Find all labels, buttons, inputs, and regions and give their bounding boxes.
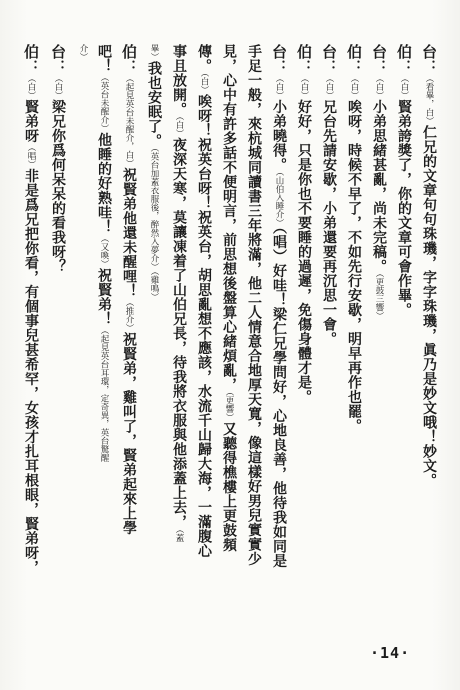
page-number: ·14· [370,644,411,662]
text-column-13: 伯：（起見英台未醒介，白）祝賢弟他還未醒哩！（推介）祝賢弟，雞叫了，賢弟起來上學 [120,44,138,535]
dialogue-text: 我也安眠了。 [146,61,162,148]
stage-direction: （山伯入睡介） [274,172,284,228]
stage-direction: （白） [374,74,384,100]
stage-direction: （起見英台未醒介，白） [124,74,134,168]
dialogue-text: 祝賢弟他還未醒哩！ [121,167,137,298]
stage-direction: （英台加蓋衣服後，醉然入夢介） [149,148,159,272]
stage-direction: 介） [78,44,88,61]
stage-direction: （白） [299,74,309,100]
dialogue-text: 好好，只是你也不要睡的過遲，免傷身體才是。 [296,99,312,404]
speaker-name: 伯 [22,44,40,60]
stage-direction: （推介） [124,298,134,332]
stage-direction: （又喚） [99,234,109,268]
dialogue-text: 事且放開。 [171,44,187,117]
dialogue-text: 小弟思緒甚亂，尚未完稿。 [371,99,387,274]
text-column-14 [93,44,114,659]
dialogue-text: 夜深天寒，莫讓凍着了山伯兄長，待我將衣服與他添蓋上去， [171,137,187,530]
speaker-name: 伯 [345,44,363,60]
stage-direction: （蓋 [174,529,184,542]
dialogue-text: （唱）好哇！梁仁兄學問好，心地良善，他待我如同是 [271,227,287,569]
dialogue-text: 祝賢弟！ [96,268,112,326]
text-column-9 [218,44,239,659]
dialogue-text: 唉呀！祝英台呀！祝英台，胡思亂想不應該，水流千山歸大海，一滿腹心 [196,94,212,559]
dialogue-text: 他睡的好熟哇！ [96,132,112,234]
text-column-11 [168,44,189,659]
dialogue-text: 賢弟呀 [23,99,39,143]
text-column-16: 台：（白）梁兄你爲何呆呆的看我呀？ [49,44,67,274]
dialogue-text: 吧！ [96,44,112,73]
stage-direction: （白） [349,74,359,100]
stage-direction: （白） [26,74,36,100]
stage-direction: （唱） [26,143,36,169]
stage-direction: （白） [274,74,284,100]
text-column-1: 台：（看畢，白）仁兄的文章句句珠璣，字字珠璣，眞乃是妙文哦！妙文。 [420,44,438,488]
dialogue-text: 傳。 [196,44,212,73]
speaker-name: 伯 [295,44,313,60]
stage-direction: （白） [53,74,63,100]
speaker-name: 台 [270,44,288,60]
stage-direction: （白） [199,73,209,95]
text-column-7: 台：（白）小弟曉得。（山伯入睡介）（唱）好哇！梁仁兄學問好，心地良善，他待我如同是 [270,44,288,569]
text-column-17: 伯：（白）賢弟呀（唱）非是爲兄把你看，有個事兒甚希罕，女孩才扎耳根眼，賢弟呀， [22,44,40,575]
text-column-8 [243,44,264,659]
dialogue-text: 仁兄的文章句句珠璣，字字珠璣，眞乃是妙文哦！妙文。 [421,125,437,488]
text-column-6: 伯：（白）好好，只是你也不要睡的過遲，免傷身體才是。 [295,44,313,404]
stage-direction: （更響） [224,392,234,422]
stage-direction: （白） [174,116,184,138]
speaker-name: 伯 [120,44,138,60]
text-column-2: 伯：（白）賢弟誇獎了，你的文章可會作畢。 [395,44,413,317]
text-column-4: 伯：（白）唉呀，時候不早了，不如先行安歇，明早再作也罷。 [345,44,363,433]
speaker-name: 台 [420,44,438,60]
dialogue-text: 梁兄你爲何呆呆的看我呀？ [50,99,66,274]
stage-direction: （雞鳴） [149,271,159,301]
text-column-10 [193,44,214,659]
dialogue-text: 又聽得樵樓上更鼓頻 [221,421,237,553]
text-column-5: 台：（白）兄台先請安歇，小弟還要再沉思一會。 [320,44,338,346]
dialogue-text: 小弟曉得。 [271,99,287,172]
stage-direction: （白） [324,74,334,100]
text-column-12 [143,44,164,659]
dialogue-text: 唉呀，時候不早了，不如先行安歇，明早再作也罷。 [346,99,362,433]
stage-direction: 畢） [149,44,159,61]
dialogue-text: 兄台先請安歇，小弟還要再沉思一會。 [321,99,337,346]
speaker-name: 台 [320,44,338,60]
stage-direction: （起見英台耳環，定奇異，英台驚醒 [99,326,109,462]
stage-direction: （白） [399,74,409,100]
dialogue-text: 手足一般，來杭城同讀書三年將滿，他二人情意合地厚天寬，像這樣好男兒實實少 [246,44,262,566]
dialogue-text: 祝賢弟，雞叫了，賢弟起來上學 [121,332,137,535]
speaker-name: 台 [370,44,388,60]
dialogue-text: 見，心中有許多話不便明言，前思想後盤算心緒煩亂， [221,44,237,392]
text-column-15 [72,44,93,659]
speaker-name: 伯 [395,44,413,60]
stage-direction: （英台未醒介） [99,73,109,133]
text-column-3: 台：（白）小弟思緒甚亂，尚未完稿。（更鼓三響） [370,44,388,321]
stage-direction: （更鼓三響） [374,273,384,321]
dialogue-text: 賢弟誇獎了，你的文章可會作畢。 [396,99,412,317]
speaker-name: 台 [49,44,67,60]
dialogue-text: 非是爲兄把你看，有個事兒甚希罕，女孩才扎耳根眼，賢弟呀， [23,168,39,575]
stage-direction: （看畢，白） [424,74,434,125]
